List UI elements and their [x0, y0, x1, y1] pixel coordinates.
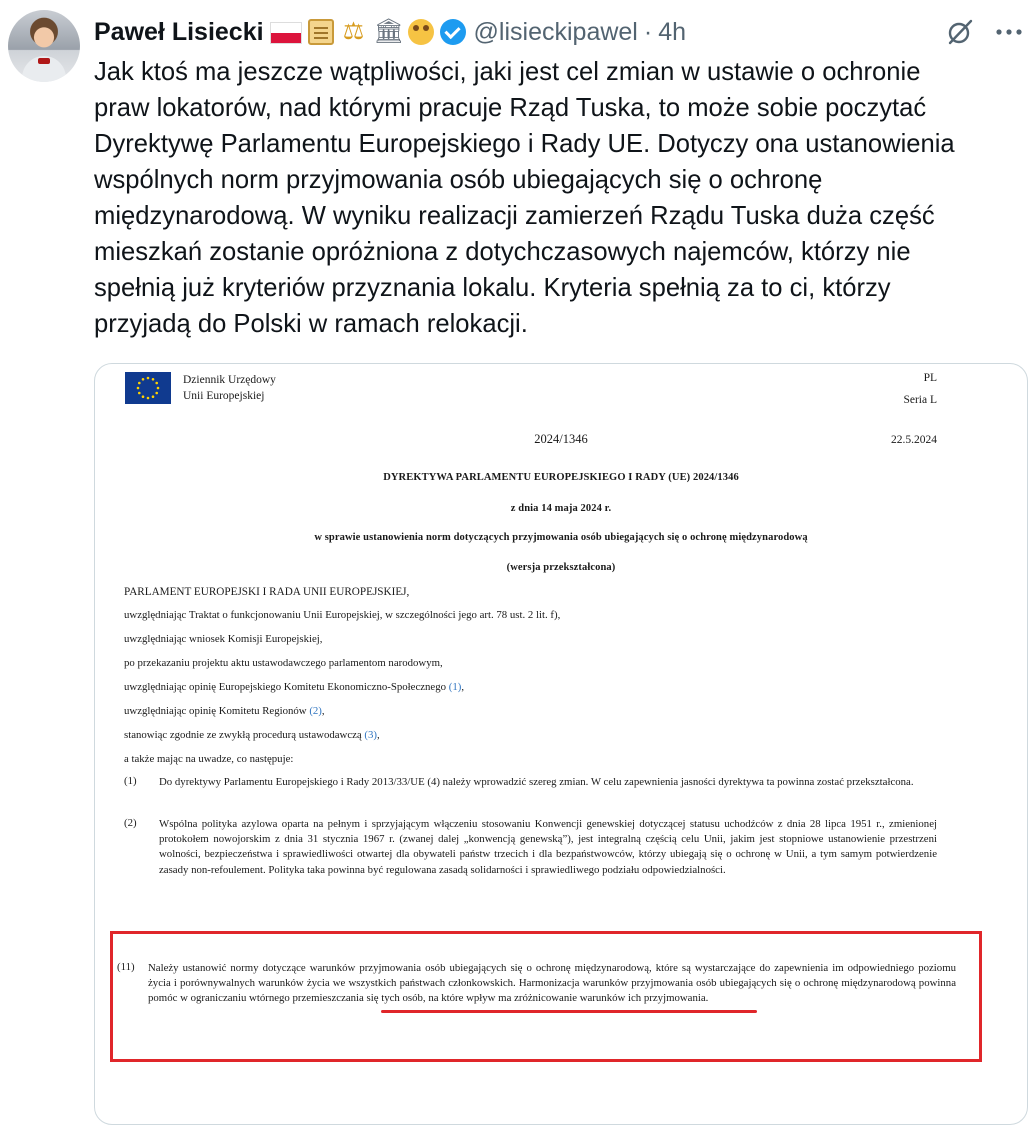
post-time[interactable]: 4h [658, 17, 687, 46]
grok-icon[interactable] [946, 18, 974, 46]
document-number: 2024/1346 [534, 432, 588, 446]
recital-number: (11) [117, 961, 135, 973]
tweet-text-line: spełnią już kryteriów przyznania lokalu. Kryteria spełnią za to ci, którzy [94, 274, 891, 302]
eu-flag-icon [125, 372, 171, 404]
tweet-header [94, 14, 686, 50]
recital-number: (2) [124, 817, 137, 829]
citation: uwzględniając Traktat o funkcjonowaniu Unii Europejskiej, w szczególności jego art. 78 ust. 2 lit. f), [124, 609, 561, 621]
poland-flag-icon [270, 22, 302, 44]
tweet-text-line: wspólnych norm przyjmowania osób ubiegających się o ochronę [94, 166, 823, 194]
scales-icon: ⚖ [342, 18, 365, 45]
author-avatar[interactable] [8, 10, 80, 82]
citation: po przekazaniu projektu aktu ustawodawczego parlamentom narodowym, [124, 657, 443, 669]
recital-text: Do dyrektywy Parlamentu Europejskiego i Rady 2013/33/UE (4) należy wprowadzić szereg zmian. W celu zapewnienia jasności dyrektywa ta powinna zostać przekształcona. [159, 776, 914, 788]
header-separator: · [643, 17, 653, 46]
directive-subject: w sprawie ustanowienia norm dotyczących przyjmowania osób ubiegających się o ochronę międzynarodową [314, 532, 808, 543]
language-code: PL [923, 372, 937, 384]
citation: uwzględniając opinię Komitetu Regionów (2), [124, 705, 325, 717]
citation: a także mając na uwadze, co następuje: [124, 753, 294, 765]
footnote-link[interactable]: (3) [364, 729, 378, 741]
citation: uwzględniając wniosek Komisji Europejskiej, [124, 633, 323, 645]
citation-text: stanowiąc zgodnie ze zwykłą procedurą ustawodawczą [124, 729, 365, 741]
recital-text: Należy ustanowić normy dotyczące warunków przyjmowania osób ubiegających się o ochronę międzynarodową, które są wystarczające do zapewnienia im odpowiedniego poziomu życia i porównywalnych warunków życia we wszystkich państwach członkowskich. Harmonizacja warunków przyjmowania osób ubiegających się o ochronę międzynarodową powinna pomóc w ograniczaniu wtórnego przemieszczania się tych osób, na które wpływ ma zróżnicowanie warunków ich przyjmowania. [148, 962, 956, 1005]
author-name[interactable]: Paweł Lisiecki [94, 17, 264, 46]
scroll-icon [308, 19, 334, 45]
recital-number: (1) [124, 775, 137, 787]
tweet-text-line: praw lokatorów, nad którymi pracuje Rząd Tuska, to może sobie poczytać [94, 94, 927, 122]
tweet-text-line: Jak ktoś ma jeszcze wątpliwości, jaki jest cel zmian w ustawie o ochronie [94, 58, 921, 86]
tweet-text-line: mieszkań zostanie opróżniona z dotychczasowych najemców, którzy nie [94, 238, 911, 266]
journal-name-line2: Unii Europejskiej [183, 390, 265, 402]
attached-image[interactable] [94, 363, 1028, 1125]
author-handle[interactable]: @lisieckipawel [473, 17, 638, 46]
directive-date: z dnia 14 maja 2024 r. [510, 503, 612, 514]
citation: stanowiąc zgodnie ze zwykłą procedurą ustawodawczą (3), [124, 729, 380, 741]
tweet-text-line: przyjadą do Polski w ramach relokacji. [94, 310, 528, 338]
footnote-link[interactable]: (2) [309, 705, 322, 717]
classical-building-icon: 🏛 [373, 18, 405, 45]
tweet-text [94, 54, 1026, 342]
journal-name [183, 372, 276, 404]
citation-text: uwzględniając opinię Komitetu Regionów [124, 705, 310, 717]
people-icon [408, 19, 434, 45]
more-options-icon[interactable] [992, 18, 1026, 46]
directive-version: (wersja przekształcona) [506, 562, 616, 573]
recital-text: Wspólna polityka azylowa oparta na pełnym i sprzyjającym włączeniu stosowaniu Konwencji genewskiej dotyczącej statusu uchodźców z dnia 28 lipca 1951 r., zmienionej protokołem nowojorskim z dnia 31 stycznia 1967 r. (zwanej dalej „konwencją genewską”), jest integralną częścią celu Unii, jakim jest stopniowe ustanowienie przestrzeni wolności, bezpieczeństwa i sprawiedliwości otwartej dla obywateli państw trzecich i dla bezpaństwowców, którzy ubiegają się o ochronę w Unii, a tym samym potwierdzenie zasady non-refoulement. Polityka taka powinna być regulowana zasadą solidarności i sprawiedliwego podziału odpowiedzialności. [159, 818, 937, 876]
directive-title: DYREKTYWA PARLAMENTU EUROPEJSKIEGO I RADY (UE) 2024/1346 [383, 472, 739, 483]
highlight-box [110, 931, 982, 1062]
tweet-text-line: Dyrektywę Parlamentu Europejskiego i Rady UE. Dotyczy ona ustanowienia [94, 130, 955, 158]
preamble: PARLAMENT EUROPEJSKI I RADA UNII EUROPEJSKIEJ, [124, 586, 410, 598]
tweet-text-line: międzynarodową. W wyniku realizacji zamierzeń Rządu Tuska duża część [94, 202, 935, 230]
journal-name-line1: Dziennik Urzędowy [183, 374, 276, 386]
avatar-bowtie [38, 58, 50, 64]
citation: uwzględniając opinię Europejskiego Komitetu Ekonomiczno-Społecznego (1), [124, 681, 465, 693]
verified-badge-icon[interactable] [440, 19, 466, 45]
highlight-underline [381, 1010, 757, 1013]
publication-date: 22.5.2024 [891, 434, 937, 446]
series: Seria L [903, 394, 937, 406]
footnote-link[interactable]: (1) [448, 681, 462, 693]
citation-text: uwzględniając opinię Europejskiego Komitetu Ekonomiczno-Społecznego [124, 681, 449, 693]
document-page [95, 364, 1027, 1124]
